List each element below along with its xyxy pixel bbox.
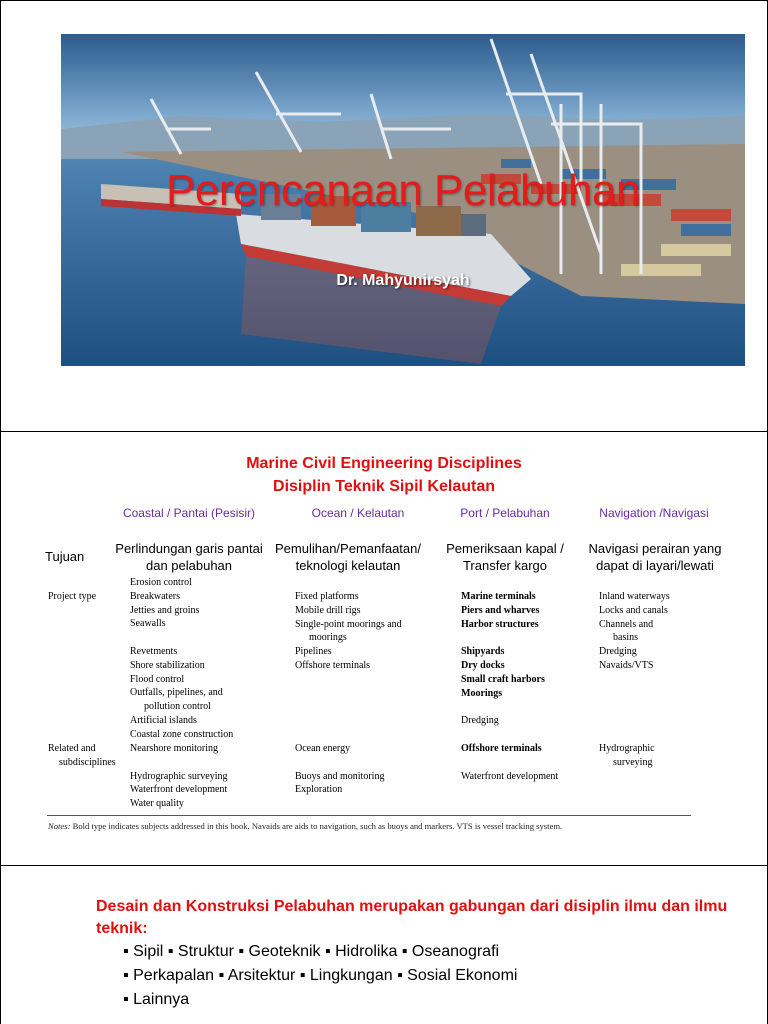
disciplines-title [1, 452, 767, 498]
title-indonesian: Disiplin Teknik Sipil Kelautan [273, 478, 495, 495]
table-cell: basins [613, 632, 638, 644]
table-cell: surveying [613, 756, 653, 768]
discipline-line: ▪ Perkapalan ▪ Arsitektur ▪ Lingkungan ▪ Sosial Ekonomi [123, 967, 518, 984]
table-cell: Hydrographic surveying [130, 770, 228, 782]
table-cell: Jetties and groins [130, 604, 200, 616]
tujuan-navigation [575, 540, 735, 574]
table-cell: Small craft harbors [461, 673, 545, 685]
cover-slide [0, 0, 768, 432]
row-label-line: Related and [48, 743, 96, 754]
table-cell: Outfalls, pipelines, and [130, 687, 223, 699]
tujuan-text: dan pelabuhan [145, 558, 233, 573]
tujuan-text: Transfer kargo [462, 558, 548, 573]
port-project-list [461, 590, 545, 728]
table-cell-empty [461, 631, 545, 645]
disciplines-slide [0, 432, 768, 866]
table-cell: Navaids/VTS [599, 659, 654, 671]
table-cell: Erosion control [130, 577, 192, 588]
tujuan-ocean [265, 540, 431, 574]
table-cell: Waterfront development [461, 770, 559, 782]
tujuan-text: Navigasi perairan yang [588, 541, 722, 556]
table-cell: Coastal zone construction [130, 728, 234, 740]
table-cell: Moorings [461, 687, 503, 699]
table-cell: Marine terminals [461, 591, 536, 602]
navigation-project-list [599, 590, 670, 673]
tujuan-text: Perlindungan garis pantai [115, 541, 263, 556]
ocean-related-list [295, 742, 384, 797]
row-label-project-type: Project type [48, 591, 97, 602]
port-photo [61, 34, 745, 366]
tujuan-text: Pemulihan/Pemanfaatan/ [275, 541, 421, 556]
table-cell-empty [295, 756, 384, 770]
table-cell-empty [130, 631, 233, 645]
table-cell: Offshore terminals [461, 743, 542, 754]
navigation-related-list [599, 742, 655, 770]
table-cell: Dredging [461, 715, 499, 727]
tujuan-coastal [109, 540, 269, 574]
table-cell: Revetments [130, 645, 178, 657]
column-header-navigation: Navigation /Navigasi [599, 506, 709, 520]
discipline-list [123, 940, 517, 1012]
table-cell: Dredging [599, 646, 637, 658]
table-cell: Offshore terminals [295, 659, 371, 671]
table-cell: Piers and wharves [461, 604, 540, 616]
discipline-line: ▪ Lainnya [123, 991, 190, 1008]
table-cell-empty [461, 700, 545, 714]
table-cell: Flood control [130, 673, 185, 685]
table-cell: Nearshore monitoring [130, 743, 219, 754]
table-cell: Locks and canals [599, 604, 668, 616]
table-cell: Seawalls [130, 618, 166, 630]
coastal-project-list [130, 576, 233, 742]
table-cell: Hydrographic [599, 743, 655, 754]
tujuan-port [435, 540, 575, 574]
table-cell: Dry docks [461, 659, 505, 671]
table-cell: Mobile drill rigs [295, 604, 361, 616]
table-rule [47, 815, 691, 816]
row-label-related [48, 742, 116, 770]
table-cell: Artificial islands [130, 714, 197, 726]
column-header-coastal: Coastal / Pantai (Pesisir) [122, 506, 256, 520]
ocean-project-list [295, 590, 402, 673]
table-cell: Water quality [130, 798, 184, 810]
table-cell: Shipyards [461, 646, 505, 658]
table-cell-empty [130, 756, 227, 770]
title-english: Marine Civil Engineering Disciplines [246, 455, 522, 472]
table-cell: Ocean energy [295, 743, 351, 754]
table-cell-empty [461, 756, 558, 770]
table-cell: Single-point moorings and [295, 618, 402, 630]
table-cell: Exploration [295, 784, 343, 796]
cover-title: Perencanaan Pelabuhan [166, 166, 640, 215]
table-note [48, 821, 562, 831]
note-label: Notes: [48, 821, 71, 831]
table-cell: Shore stabilization [130, 659, 205, 671]
table-cell: Breakwaters [130, 590, 180, 602]
column-header-port: Port / Pelabuhan [460, 506, 550, 520]
tujuan-text: teknologi kelautan [295, 558, 401, 573]
table-cell: pollution control [144, 701, 211, 713]
note-text: Bold type indicates subjects addressed in this book. Navaids are aids to navigation, such as buoys and markers. VTS is vessel tracking system. [70, 821, 563, 831]
tujuan-text: dapat di layari/lewati [596, 558, 714, 573]
tujuan-label: Tujuan [45, 549, 85, 564]
port-related-list [461, 742, 558, 783]
cover-author: Dr. Mahyunirsyah [336, 272, 470, 289]
column-header-ocean: Ocean / Kelautan [311, 506, 405, 520]
table-cell: Waterfront development [130, 784, 228, 796]
table-cell: Harbor structures [461, 618, 539, 630]
table-cell: Fixed platforms [295, 591, 359, 602]
row-label-line: subdisciplines [59, 756, 116, 768]
summary-slide [0, 866, 768, 1024]
table-cell: Inland waterways [599, 591, 670, 602]
table-cell: moorings [309, 632, 347, 644]
summary-heading: Desain dan Konstruksi Pelabuhan merupakan gabungan dari disiplin ilmu dan ilmu teknik: [96, 898, 728, 937]
table-cell: Buoys and monitoring [295, 770, 385, 782]
table-cell: Pipelines [295, 646, 332, 658]
coastal-related-list [130, 742, 227, 811]
tujuan-text: Pemeriksaan kapal / [446, 541, 564, 556]
table-cell: Channels and [599, 618, 654, 630]
discipline-line: ▪ Sipil ▪ Struktur ▪ Geoteknik ▪ Hidrolika ▪ Oseanografi [123, 943, 500, 960]
